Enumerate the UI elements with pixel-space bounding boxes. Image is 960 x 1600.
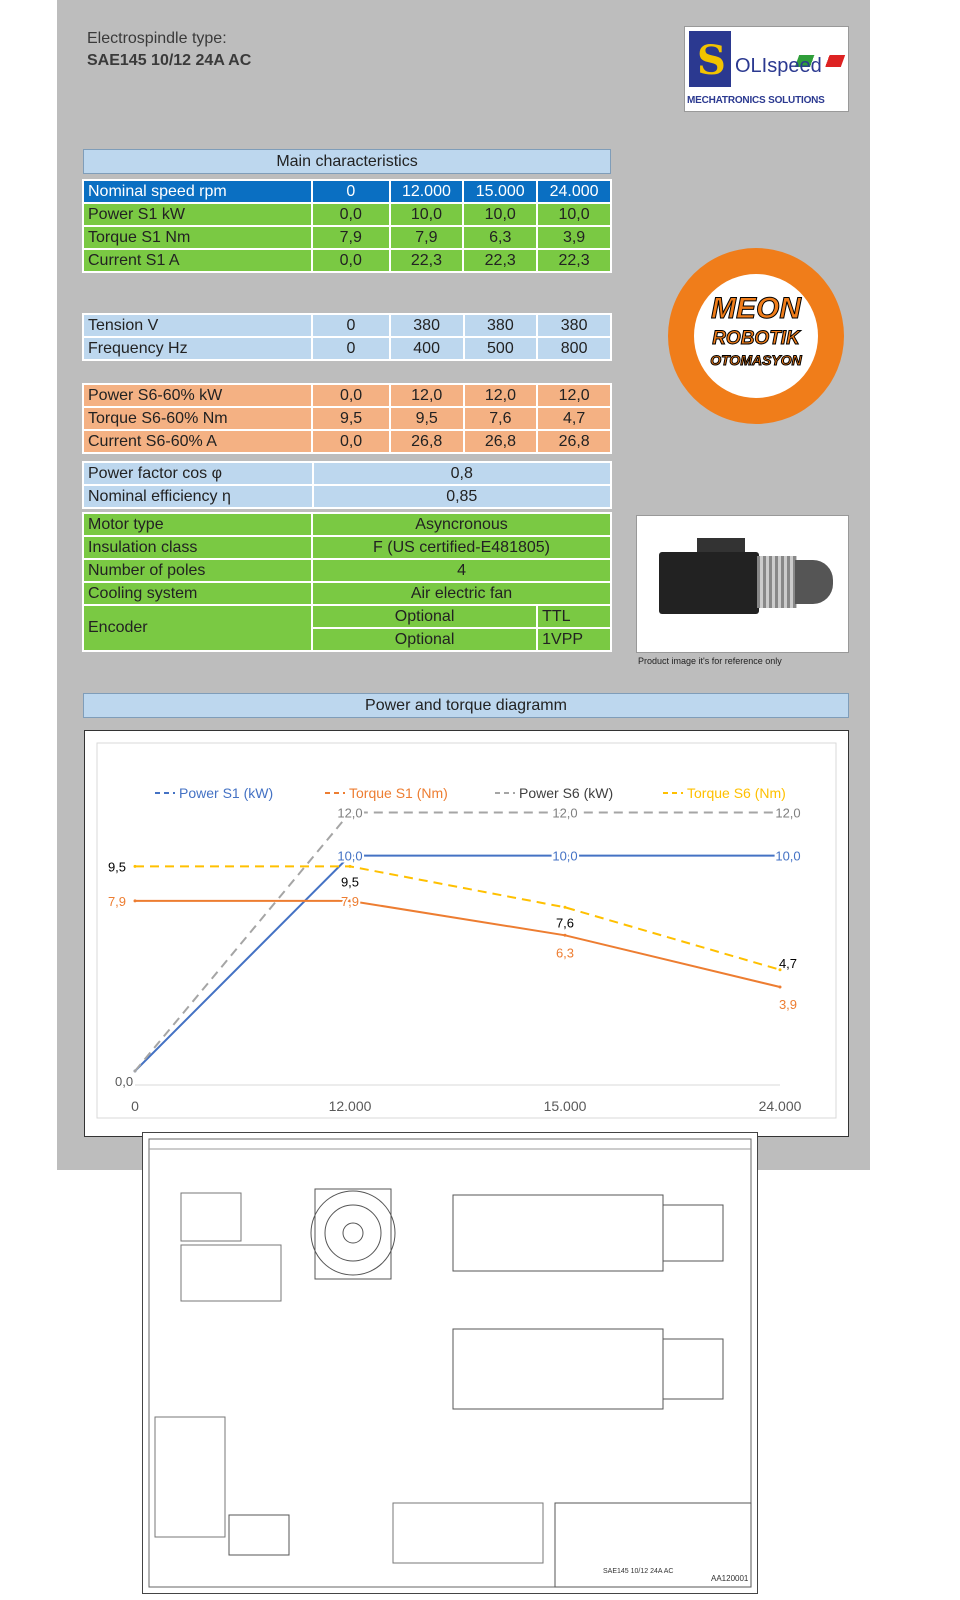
cell: 7,9 (390, 226, 464, 249)
table-row (83, 513, 611, 536)
cell: Current S1 A (83, 249, 312, 272)
cell: 6,3 (463, 226, 537, 249)
spindle-body (659, 552, 759, 614)
cell: Power S1 kW (83, 203, 312, 226)
cell: 0 (312, 337, 390, 360)
data-label: 10,0 (337, 848, 363, 864)
cell: Nominal speed rpm (83, 180, 312, 203)
main-table (82, 179, 612, 273)
cell: 26,8 (537, 430, 611, 453)
cell: 380 (390, 314, 464, 337)
cell: 400 (390, 337, 464, 360)
cell: 0,0 (312, 249, 389, 272)
meon-line2: ROBOTIK (712, 328, 800, 349)
data-label: 10,0 (775, 848, 801, 864)
cell: Optional (312, 605, 537, 628)
data-label: 4,7 (778, 955, 798, 971)
data-label: 7,6 (555, 915, 575, 931)
cell: 0,0 (312, 430, 390, 453)
data-label: 3,9 (778, 997, 798, 1012)
data-point (134, 865, 137, 868)
cell: Optional (312, 628, 537, 651)
data-label: 7,9 (107, 893, 127, 909)
data-label: 9,5 (107, 859, 127, 875)
cell: Insulation class (83, 536, 312, 559)
table-row (83, 249, 611, 272)
cell: 26,8 (390, 430, 464, 453)
data-label: 6,3 (555, 945, 575, 961)
legend-label: Torque S1 (Nm) (349, 785, 448, 801)
meon-line1: MEON (711, 292, 801, 325)
data-label: 12,0 (337, 805, 363, 821)
cell: 9,5 (312, 407, 390, 430)
table-row (83, 337, 611, 360)
cell: 4,7 (537, 407, 611, 430)
cell: 12,0 (537, 384, 611, 407)
cell: 10,0 (463, 203, 537, 226)
cell: Asyncronous (312, 513, 611, 536)
y-axis-label: 0,0 (115, 1074, 134, 1089)
cell: Nominal efficiency η (83, 485, 313, 508)
table-row (83, 203, 611, 226)
cell: 24.000 (537, 180, 611, 203)
olispeed-logo (684, 26, 849, 112)
cell: Torque S6-60% Nm (83, 407, 312, 430)
main-characteristics-header: Main characteristics (83, 149, 611, 174)
cell: 800 (537, 337, 611, 360)
cell: 0,8 (313, 462, 611, 485)
x-tick-label: 15.000 (543, 1098, 587, 1114)
meon-logo (668, 248, 844, 424)
chart-section-header: Power and torque diagramm (83, 693, 849, 718)
cell: 0 (312, 314, 390, 337)
power-torque-chart (84, 730, 849, 1137)
table-row (83, 384, 611, 407)
product-image (636, 515, 849, 653)
data-label: 7,9 (340, 893, 360, 909)
data-point (134, 899, 137, 902)
cell: Current S6-60% A (83, 430, 312, 453)
spindle-nose (795, 560, 833, 604)
cell: 12.000 (390, 180, 464, 203)
table-row (83, 582, 611, 605)
cell: Air electric fan (312, 582, 611, 605)
specs-table (82, 512, 612, 652)
cell: 0,0 (312, 384, 390, 407)
table-row (83, 559, 611, 582)
cell: TTL (537, 605, 611, 628)
cell: 10,0 (390, 203, 464, 226)
table-row (83, 430, 611, 453)
cell: Power S6-60% kW (83, 384, 312, 407)
chart-svg (85, 731, 848, 1136)
legend-label: Power S1 (kW) (179, 785, 274, 801)
cell: 15.000 (463, 180, 537, 203)
cell: Torque S1 Nm (83, 226, 312, 249)
table-row (83, 536, 611, 559)
data-point (564, 906, 567, 909)
title-label: Electrospindle type: (87, 30, 227, 47)
data-label: 12,0 (775, 805, 801, 821)
data-label: 10,0 (552, 848, 578, 864)
cell: 0,85 (313, 485, 611, 508)
cell: 1VPP (537, 628, 611, 651)
data-point (564, 934, 567, 937)
cell: 0,0 (312, 203, 389, 226)
logo-mark: S (689, 31, 731, 87)
x-tick-label: 24.000 (758, 1098, 802, 1114)
data-point (134, 1070, 137, 1073)
cell: 12,0 (390, 384, 464, 407)
data-point (779, 986, 782, 989)
drawing-title-block: SAE145 10/12 24A AC (603, 1568, 674, 1575)
table-row (83, 226, 611, 249)
cell: 7,6 (464, 407, 538, 430)
cell: 22,3 (537, 249, 611, 272)
drawing-code: AA120001 (711, 1574, 749, 1583)
cell: 26,8 (464, 430, 538, 453)
page-title (87, 28, 251, 72)
cell: 3,9 (537, 226, 611, 249)
cooling-fins (757, 556, 797, 608)
cell: 22,3 (463, 249, 537, 272)
data-point (349, 865, 352, 868)
cell: 22,3 (390, 249, 464, 272)
logo-brand: OLIspeed (735, 55, 822, 77)
cell: 7,9 (312, 226, 389, 249)
drawing-svg (143, 1133, 757, 1593)
cell: 12,0 (464, 384, 538, 407)
cell: Encoder (83, 605, 312, 651)
legend-label: Torque S6 (Nm) (687, 785, 786, 801)
factors-table (82, 461, 612, 509)
product-note: Product image it's for reference only (638, 656, 782, 666)
cell: 380 (537, 314, 611, 337)
cell: Tension V (83, 314, 312, 337)
table-row (83, 485, 611, 508)
legend-label: Power S6 (kW) (519, 785, 614, 801)
cell: 4 (312, 559, 611, 582)
technical-drawing (142, 1132, 758, 1594)
table-row (83, 462, 611, 485)
speed-row (83, 180, 611, 203)
cell: 10,0 (537, 203, 611, 226)
cell: Power factor cos φ (83, 462, 313, 485)
electrical-table (82, 313, 612, 361)
cell: 0 (312, 180, 389, 203)
cell: F (US certified-E481805) (312, 536, 611, 559)
cell: Number of poles (83, 559, 312, 582)
s6-table (82, 383, 612, 454)
logo-tagline: MECHATRONICS SOLUTIONS (687, 95, 825, 106)
x-tick-label: 12.000 (328, 1098, 372, 1114)
x-tick-label: 0 (131, 1098, 139, 1114)
data-label: 12,0 (552, 805, 578, 821)
model-name: SAE145 10/12 24A AC (87, 52, 252, 69)
cell: 500 (464, 337, 538, 360)
cell: 9,5 (390, 407, 464, 430)
table-row (83, 314, 611, 337)
cell: 380 (464, 314, 538, 337)
table-row (83, 605, 611, 628)
data-label: 9,5 (340, 874, 360, 890)
cell: Frequency Hz (83, 337, 312, 360)
cell: Cooling system (83, 582, 312, 605)
table-row (83, 407, 611, 430)
cell: Motor type (83, 513, 312, 536)
meon-line3: OTOMASYON (710, 352, 802, 368)
